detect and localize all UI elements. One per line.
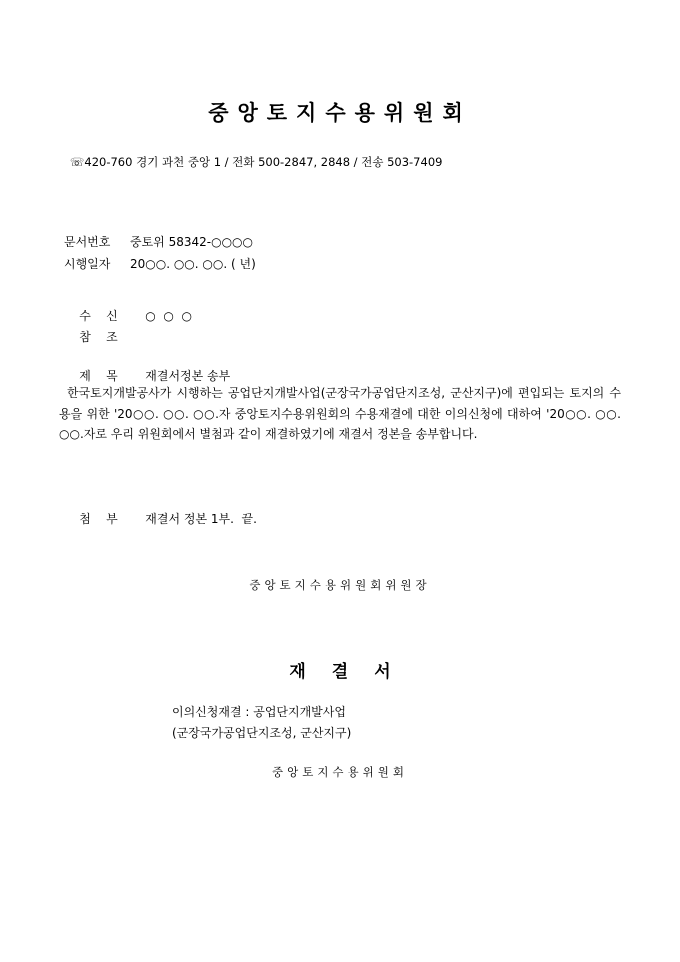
reference-label: 참 조 bbox=[79, 330, 118, 344]
attachment-value: 재결서 정본 1부. 끝. bbox=[145, 512, 257, 526]
decision-case-line-2: (군장국가공업단지조성, 군산지구) bbox=[172, 726, 352, 740]
recipient-value: ○ ○ ○ bbox=[145, 309, 192, 323]
body-paragraph: 한국토지개발공사가 시행하는 공업단지개발사업(군장국가공업단지조성, 군산지구)에 편입되는 토지의 수용을 위한 '20○○. ○○. ○○.자 중앙토지수용위원회의 수용재결에 대한 이의신청에 대하여 '20○○. ○○. ○○.자로 우리 위원회에서 별첨과 같이 재결하였기에 재결서 정본을 송부합니다. bbox=[59, 386, 621, 441]
attachment-row bbox=[64, 496, 257, 541]
decision-case-line-1: 이의신청재결 : 공업단지개발사업 bbox=[172, 705, 346, 719]
body-paragraph-container bbox=[59, 383, 621, 445]
organization-title: 중앙토지수용위원회 bbox=[208, 100, 472, 125]
contact-address: ☏420-760 경기 과천 중앙 1 / 전화 500-2847, 2848 / 전송 503-7409 bbox=[70, 155, 443, 169]
issue-date-label: 시행일자 bbox=[64, 257, 111, 271]
document-number-label: 문서번호 bbox=[64, 235, 111, 249]
decision-title: 재결서 bbox=[289, 662, 417, 682]
decision-organization: 중앙토지수용위원회 bbox=[272, 765, 408, 779]
subject-label: 제 목 bbox=[79, 369, 118, 383]
document-number-value: 중토위 58342-○○○○ bbox=[130, 235, 253, 249]
recipient-label: 수 신 bbox=[79, 309, 118, 323]
chairman-signature: 중앙토지수용위원회위원장 bbox=[249, 578, 431, 592]
issue-date-value: 20○○. ○○. ○○. ( 년) bbox=[130, 257, 256, 271]
document-number-row bbox=[64, 233, 253, 250]
attachment-label: 첨 부 bbox=[79, 512, 118, 526]
issue-date-row bbox=[64, 255, 256, 272]
subject-value: 재결서정본 송부 bbox=[145, 369, 231, 383]
